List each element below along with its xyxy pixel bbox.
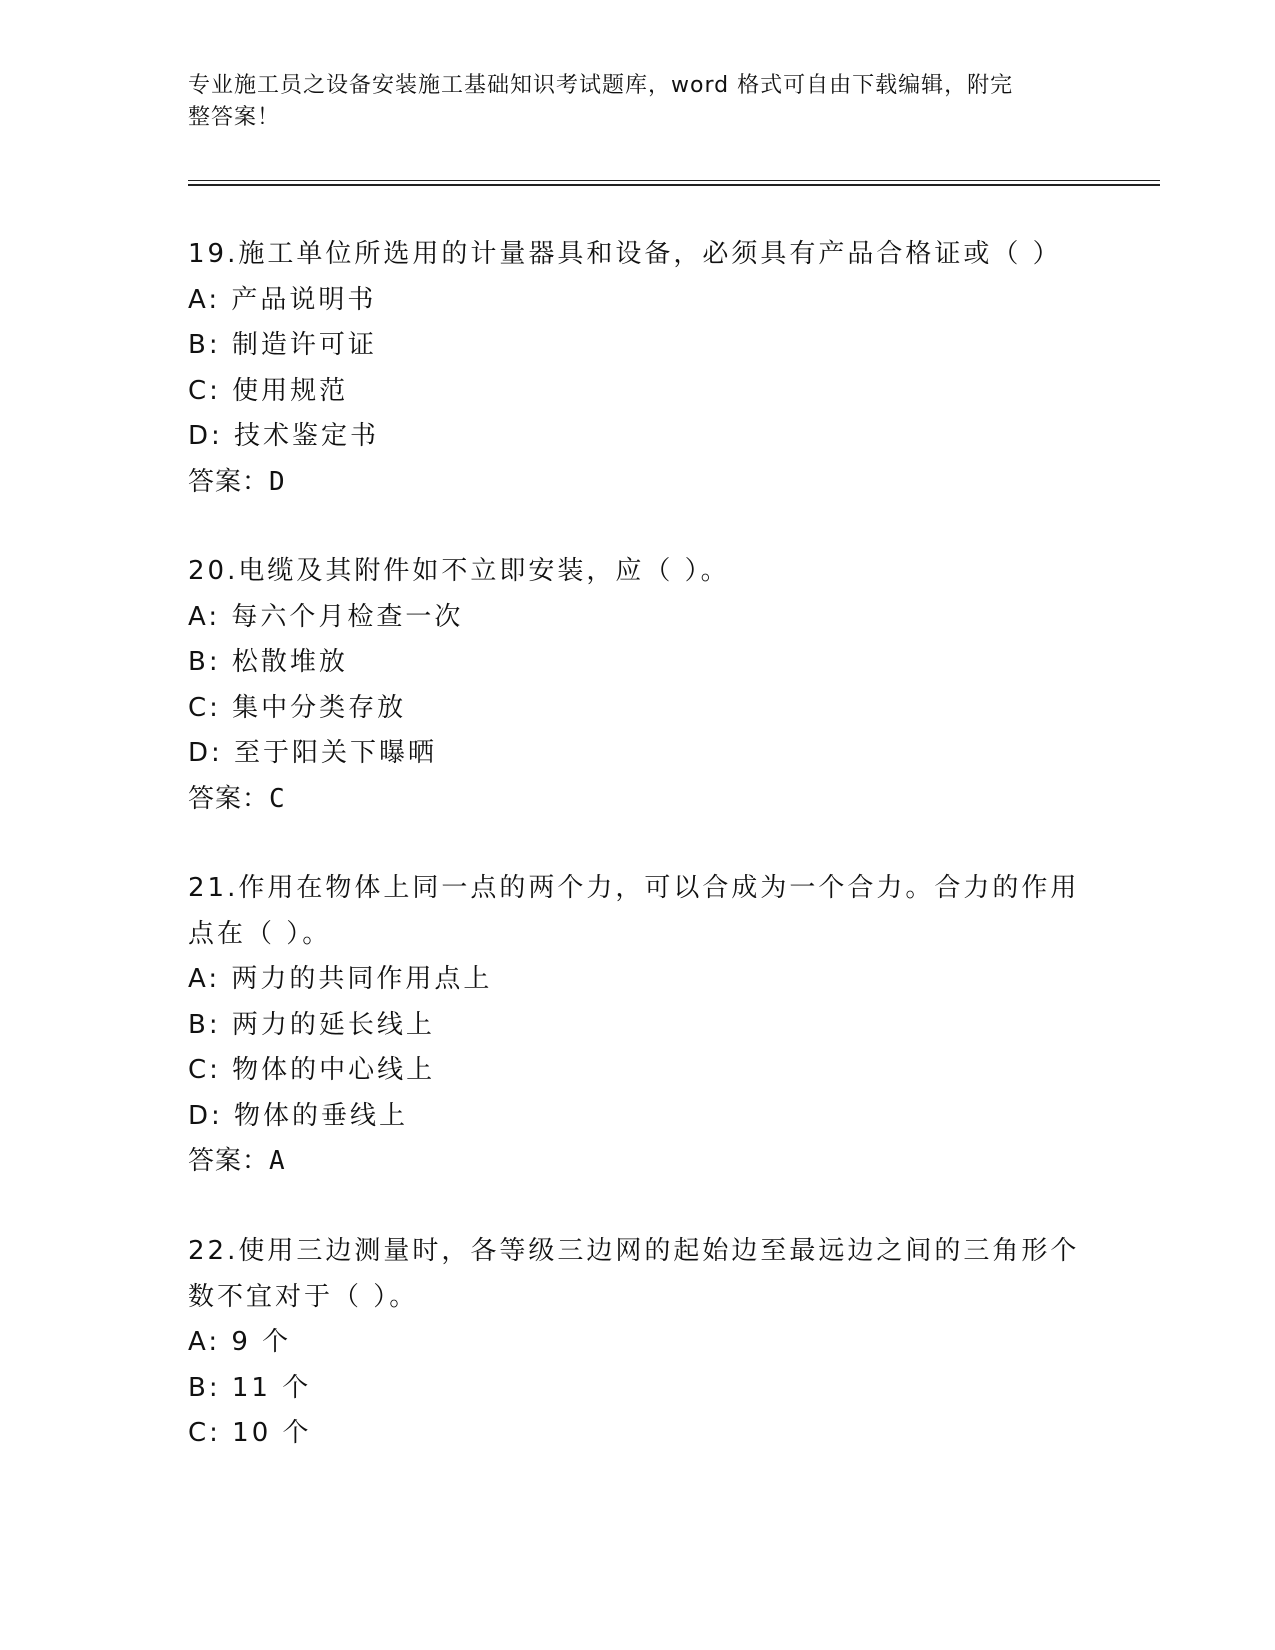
- answer-value: C: [269, 783, 286, 814]
- answer-value: A: [269, 1146, 286, 1176]
- question-19: [188, 232, 1088, 505]
- question-text: 19.施工单位所选用的计量器具和设备，必须具有产品合格证或（ ）: [188, 239, 1062, 269]
- question-22: [188, 1229, 1088, 1457]
- option-a: A: 每六个月检查一次: [188, 601, 464, 632]
- header-line-2: 整答案！: [188, 105, 281, 130]
- option-b: B: 两力的延长线上: [188, 1009, 435, 1040]
- option-c: C: 10 个: [188, 1418, 312, 1448]
- option-b: B: 松散堆放: [188, 647, 348, 677]
- option-c: C: 物体的中心线上: [188, 1055, 436, 1085]
- question-text-line-1: 22.使用三边测量时，各等级三边网的起始边至最远边之间的三角形个: [188, 1236, 1080, 1266]
- header-divider-bottom: [188, 184, 1160, 186]
- header-line-1: 专业施工员之设备安装施工基础知识考试题库，word 格式可自由下载编辑，附完: [188, 73, 1014, 98]
- answer-label: 答案：: [188, 466, 270, 497]
- option-c: C: 集中分类存放: [188, 692, 407, 723]
- option-a: A: 两力的共同作用点上: [188, 964, 493, 994]
- answer: [188, 1139, 1088, 1185]
- header-divider-top: [188, 180, 1160, 181]
- option-d: D: 物体的垂线上: [188, 1100, 409, 1131]
- option-a: A: 产品说明书: [188, 284, 377, 315]
- option-b: B: 11 个: [188, 1372, 312, 1403]
- answer: [188, 460, 1088, 506]
- answer-label: 答案：: [188, 783, 270, 814]
- answer-value: D: [269, 466, 286, 497]
- question-20: [188, 549, 1088, 822]
- question-21: [188, 866, 1088, 1185]
- question-text-line-2: 数不宜对于（ ）。: [188, 1281, 419, 1312]
- question-text-line-1: 21.作用在物体上同一点的两个力，可以合成为一个合力。合力的作用: [188, 873, 1080, 903]
- option-d: D: 至于阳关下曝晒: [188, 738, 438, 768]
- document-header: [188, 70, 1088, 134]
- answer-label: 答案：: [188, 1146, 270, 1176]
- question-text: 20.电缆及其附件如不立即安装，应（ ）。: [188, 556, 730, 586]
- question-text-line-2: 点在（ ）。: [188, 918, 332, 949]
- answer: [188, 777, 1088, 823]
- option-b: B: 制造许可证: [188, 330, 377, 360]
- option-a: A: 9 个: [188, 1327, 292, 1357]
- option-d: D: 技术鉴定书: [188, 421, 380, 451]
- option-c: C: 使用规范: [188, 375, 349, 406]
